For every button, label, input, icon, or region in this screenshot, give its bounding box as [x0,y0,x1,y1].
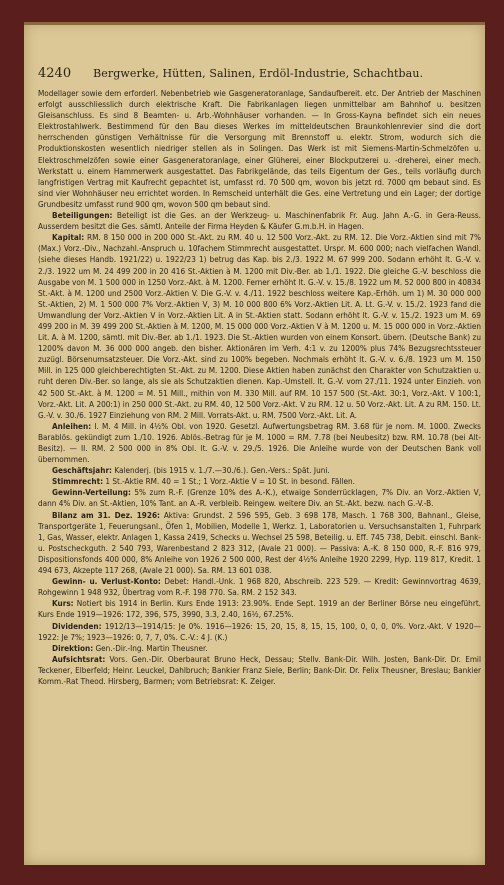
running-title: Bergwerke, Hütten, Salinen, Erdöl-Industrie, Schachtbau. [93,67,424,80]
section-label: Geschäftsjahr: [52,465,112,476]
paragraph-text: 1 St.-Aktie RM. 40 = 1 St.; 1 Vorz.-Aktie V = 10 St. in besond. Fällen. [105,476,355,487]
paragraph-text: Aktiva: Grundst. 2 596 595, Geb. 3 698 178, Masch. 1 768 300, Bahnanl., Gleise, Transportgeräte 1, Feuerungsanl., Öfen 1, Mobilien, Modelle 1, Werkz. 1, Laboratorien u. Versuchsanstalten 1, Fuhrpark 1, Gas, Wasser, elektr. Anlagen 1, Kassa 2419, Schecks u. Wechsel 25 598, Beteilig. u. Eff. 745 738, Debit. einschl. Bank- u. Postscheckguth. 2 540 793, Warenbestand 2 823 312, (Avale 21 000). — Passiva: A.-K. 8 150 000, R.-F. 816 979, Dispositionsfonds 400 000, 8% Anleihe von 1926 2 500 000, Rest der 4½% Anleihe 1920 2299, Hyp. 119 817, Kredit. 1 494 673, Akzepte 117 268, (Avale 21 000). Sa. RM. 13 601 038. [38,509,481,576]
section-label: Kurs: [52,598,74,609]
paragraph-text: I. M. 4 Mill. in 4½% Obl. von 1920. Gesetzl. Aufwertungsbetrag RM. 3.68 für je nom. M. 1000. Zwecks Barablös. gekündigt zum 1./10. 1926. Ablös.-Betrag für je M. 1000 = RM. 7.78 (bei Neubesitz) bzw. RM. 10.78 (bei Alt-Besitz). — II. RM. 2 500 000 in 8% Obl. lt. G.-V. v. 29./5. 1926. Die Anleihe wurde von der Deutschen Bank voll übernommen. [38,420,481,465]
paragraph-text: Kalenderj. (bis 1915 v. 1./7.—30./6.). Gen.-Vers.: Spät. Juni. [114,465,330,476]
section-label: Kapital: [52,232,85,243]
section-label: Bilanz am 31. Dez. 1926: [52,509,160,520]
section-label: Direktion: [52,642,94,653]
paragraph-text: Modellager sowie dem erforderl. Nebenbetrieb wie Gasgeneratoranlage, Sandaufbereit. etc. Der Antrieb der Maschinen erfolgt ausschliesslich durch elektrische Kraft. Die Fabrikanlagen liegen unmittelbar am Bahnhof u. besitzen Gleisanschluss. Es sind 8 Beamten- u. Arb.-Wohnhäuser vorhanden. — In Gross-Kayna befindet sich ein neues Elektrostahlwerk. Bestimmend für den Bau dieses Werkes im mitteldeutschen Braunkohlenrevier sind die dort herrschenden günstigen Verhältnisse für die Versorgung mit Brennstoff u. elektr. Strom, wodurch sich die Produktionskosten wesentlich niedriger stellen als in Solingen. Das Werk ist mit Siemens-Martin-Schmelzöfen u. Elektroschmelzöfen sowie einer Gasgeneratoranlage, einer Glüherei, einer Blockputzerei u. -dreherei, einer mech. Werkstatt u. einem Hammerwerk ausgestattet. Das Fabrikgelände, das teils Eigentum der Ges., teils vorläufig durch langfristigen Vertrag mit Kaufrecht gepachtet ist, umfasst rd. 70 500 qm, wovon bis jetzt rd. 7000 qm bebaut sind. Es sind vier Wohnhäuser neu errichtet worden. In Remscheid unterhält die Ges. eine Vertretung und ein Lager; der dortige Grundbesitz umfasst rund 900 qm, wovon 500 qm bebaut sind. [38,88,481,209]
paragraph-text: 1912/13—1914/15: Je 0%. 1916—1926: 15, 20, 15, 8, 15, 15, 100, 0, 0, 0, 0%. Vorz.-Akt. V 1920—1922: Je 7%; 1923—1926: 0, 7, 7, 0%. C.-V.: 4 J. (K.) [38,620,482,642]
section-label: Gewinn- u. Verlust-Konto: [52,576,161,587]
paragraph-dividenden [38,621,481,643]
paragraph-bilanz [38,510,481,577]
article-body [38,88,481,687]
paragraph-intro [38,88,481,210]
paragraph-kurs [38,598,481,620]
paragraph-text: 5% zum R.-F. (Grenze 10% des A.-K.), etwaige Sonderrücklagen, 7% Div. an Vorz.-Aktien V, dann 4% Div. an St.-Aktien, 10% Tant. an A.-R. verbleib. Reingew. weitere Div. an St.-Akt. bezw. nach G.-V.-B. [38,487,481,509]
paragraph-kapital [38,232,481,421]
paragraph-anleihen [38,421,481,465]
paragraph-text: RM. 8 150 000 in 200 000 St.-Akt. zu RM. 40 u. 12 500 Vorz.-Akt. zu RM. 12. Die Vorz.-Aktien sind mit 7% (Max.) Vorz.-Div., Nachzahl.-Anspruch u. 10fachem Stimmrecht ausgestattet. Urspr. M. 600 000; nach vielfachen Wandl. (siehe dieses Handb. 1921/22) u. 1922/23 1) betrug das Kap. bis 2./3. 1922 M. 67 999 200. Sodann erhöht lt. G.-V. v. 2./3. 1922 um M. 24 499 200 in 20 416 St.-Aktien à M. 1200 mit Div.-Ber. ab 1./1. 1922. Die gleiche G.-V. beschloss die Ausgabe von M. 1 500 000 in 1250 Vorz.-Akt. à M. 1200. Ferner erhöht lt. G.-V. v. 15./8. 1922 um M. 52 000 800 in 40834 St.-Akt. à M. 1200 und 2500 Vorz.-Aktien V. Die G.-V. v. 4./11. 1922 beschloss weitere Kap.-Erhöh. um 1) M. 30 000 000 St.-Aktien, 2) M. 1 500 000 7% Vorz.-Aktien V, 3) M. 10 000 800 6% Vorz.-Aktien Lit. A. Lt. G.-V. v. 15./2. 1923 fand die Umwandlung der Vorz.-Aktien V in Vorz.-Aktien Lit. A in St.-Aktien statt. Sodann erhöht lt. G.-V. v. 15./2. 1923 um M. 69 499 200 in M. 39 499 200 St.-Aktien à M. 1200, M. 15 000 000 Vorz.-Aktien V à M. 1200 u. M. 15 000 000 in Vorz.-Aktien Lit. A. à M. 1200, sämtl. mit Div.-Ber. ab 1./1. 1923. Die St.-Aktien wurden von einem Konsort. übern. (Deutsche Bank) zu 1200% davon M. 36 000 000 angeb. den bisher. Aktionären im Verh. 4:1 v. zu 1200% plus 74% Bezugsrechtssteuer zuzügl. Börsenumsatzsteuer. Die Vorz.-Akt. sind zu 100% begeben. Nochmals erhöht lt. G.-V. v. 6./8. 1923 um M. 150 Mill. in 125 000 gleichberechtigten St.-Akt. zu M. 1200. Diese Aktien haben zunächst den Charakter von Schutzaktien u. ruht deren Div.-Ber. so lange, als sie als Schutzaktien dienen. Kap.-Umstell. lt. G.-V. vom 27./11. 1924 unter Einzieh. von 42 500 St.-Akt. à M. 1200 = M. 51 Mill., mithin von M. 330 Mill. auf RM. 10 157 500 (St.-Akt. 30:1, Vorz.-Akt. V 100:1, Vorz.-Akt. Lit. A 200:1) in 250 000 St.-Akt. zu RM. 40, 12 500 Vorz.-Akt. V zu RM. 12 u. 50 Vorz.-Akt. Lit. A zu RM. 150. Lt. G.-V. v. 30./6. 1927 Einziehung von RM. 2 Mill. Vorrats-Akt. u. RM. 7500 Vorz.-Akt. Lit. A. [38,232,481,420]
paragraph-aufsichtsrat [38,654,481,687]
paragraph-geschaeftsjahr [38,465,481,476]
section-label: Gewinn-Verteilung: [52,487,131,498]
page-number: 4240 [38,66,72,81]
section-label: Aufsichtsrat: [52,653,106,664]
paragraph-text: Gen.-Dir.-Ing. Martin Theusner. [95,642,208,653]
section-label: Anleihen: [52,420,92,431]
section-label: Dividenden: [52,620,102,631]
paragraph-direktion [38,643,481,654]
paragraph-gewinn-verlust [38,576,481,598]
paragraph-text: Vors. Gen.-Dir. Oberbaurat Bruno Heck, Dessau; Stellv. Bank-Dir. Wilh. Josten, Bank-Dir. Dr. Emil Teckener, Elberfeld; Heinr. Leuckel, Dahlbruch; Bankier Franz Siele, Berlin; Bank-Dir. Dr. Felix Theusner, Breslau; Bankier Komm.-Rat Theod. Hirsberg, Barmen; vom Betriebsrat: K. Zeiger. [38,653,481,686]
paragraph-text: Notiert bis 1914 in Berlin. Kurs Ende 1913: 23.90%. Ende Sept. 1919 an der Berliner Börse neu eingeführt. Kurs Ende 1919—1926: 172, 396, 575, 3990, 3.3, 2.40, 16½, 67.25%. [38,598,482,620]
document-page [24,22,485,865]
paragraph-stimmrecht [38,476,481,487]
paragraph-beteiligungen [38,210,481,232]
paragraph-text: Beteiligt ist die Ges. an der Werkzeug- u. Maschinenfabrik Fr. Aug. Jahn A.-G. in Gera-Reuss. Ausserdem besitzt die Ges. sämtl. Anteile der Firma Heyden & Käufer G.m.b.H. in Hagen. [38,210,482,232]
page-header [38,66,477,86]
section-label: Beteiligungen: [52,210,113,221]
top-rule [24,22,485,25]
paragraph-text: Debet: Handl.-Unk. 1 968 820, Abschreib. 223 529. — Kredit: Gewinnvortrag 4639, Rohgewinn 1 948 932, Übertrag vom R.-F. 198 770. Sa. RM. 2 152 343. [38,576,481,598]
section-label: Stimmrecht: [52,476,104,487]
paragraph-gewinn-verteilung [38,487,481,509]
